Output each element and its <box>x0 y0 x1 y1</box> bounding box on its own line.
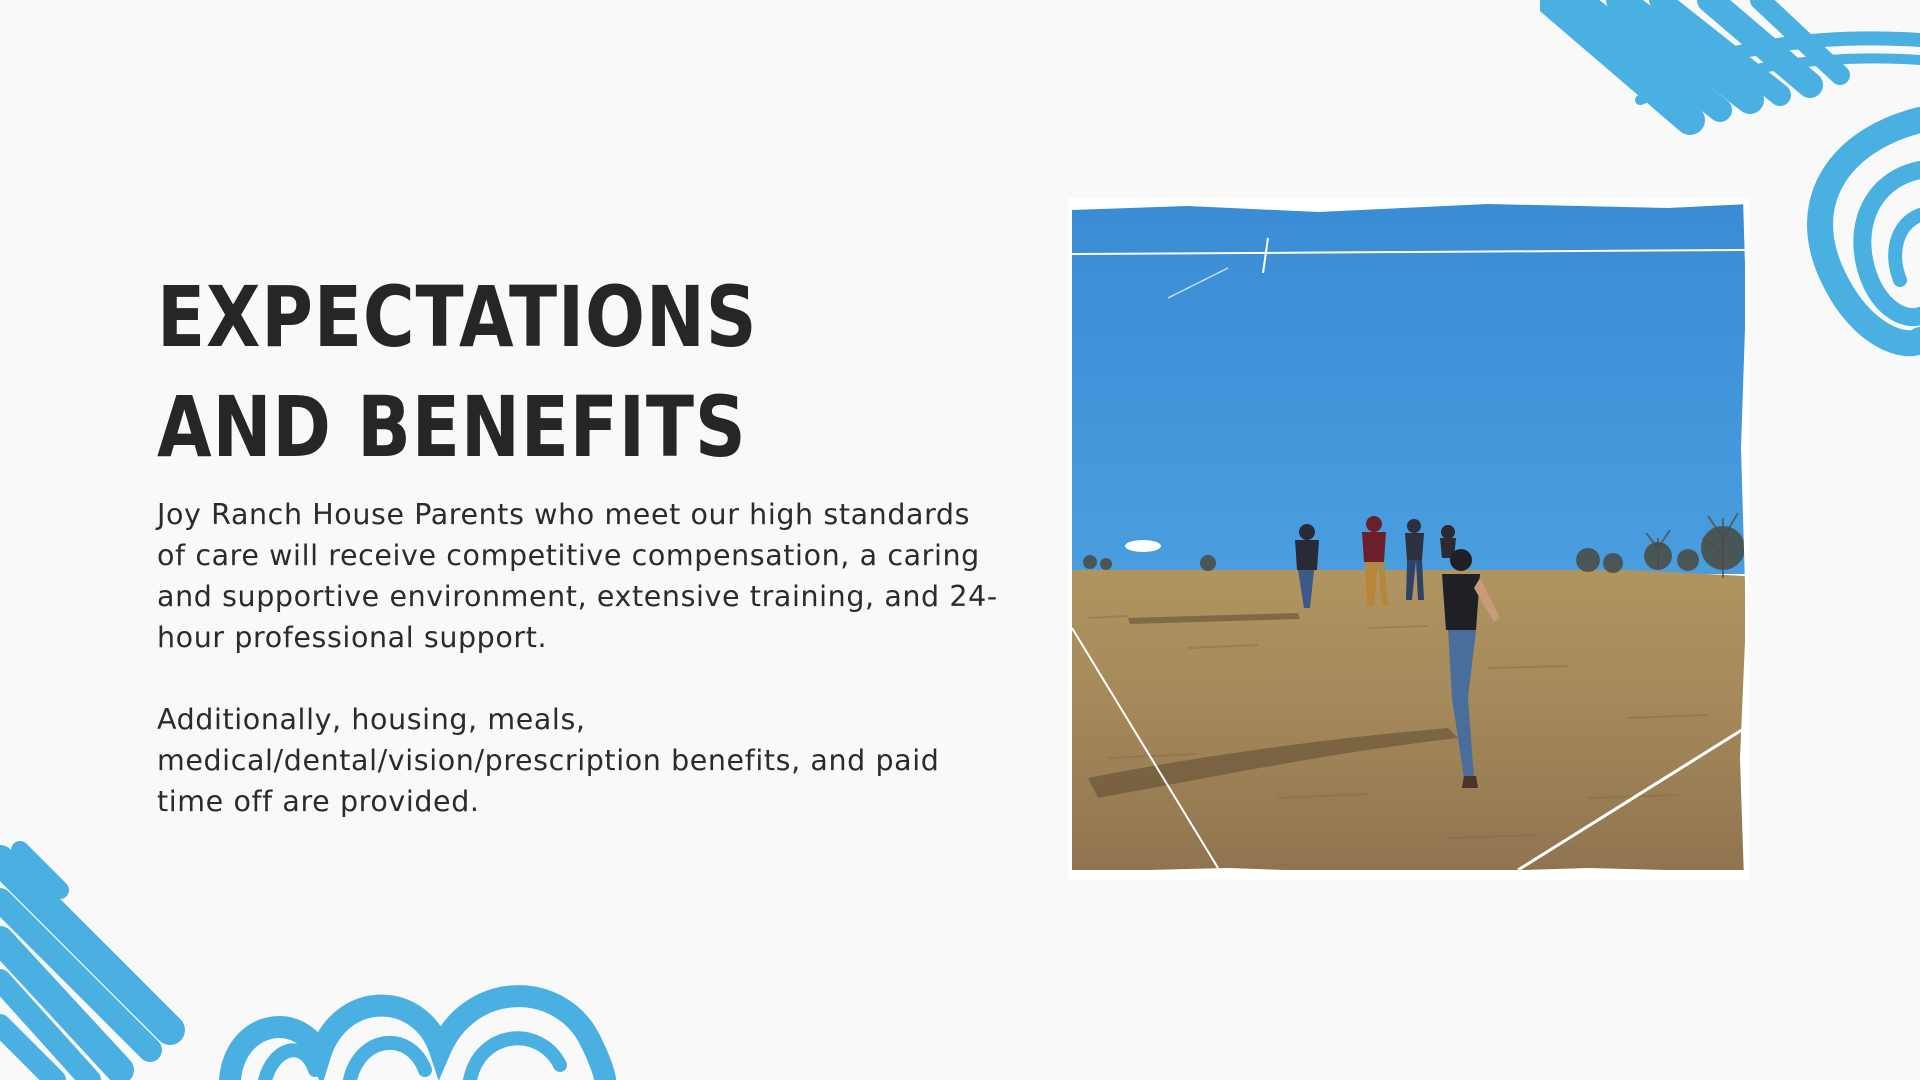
hiking-group-photo <box>1068 198 1749 880</box>
paragraph-benefits: Additionally, housing, meals, medical/dental/vision/prescription benefits, and paid time off are provided. <box>157 703 940 818</box>
slide-title: EXPECTATIONS AND BENEFITS <box>157 268 758 476</box>
slide-body <box>157 494 1007 822</box>
paragraph-compensation: Joy Ranch House Parents who meet our high standards of care will receive competitive compensation, a caring and supportive environment, extensive training, and 24-hour professional support. <box>157 498 998 654</box>
scribble-decoration-bottom-left <box>0 840 680 1080</box>
